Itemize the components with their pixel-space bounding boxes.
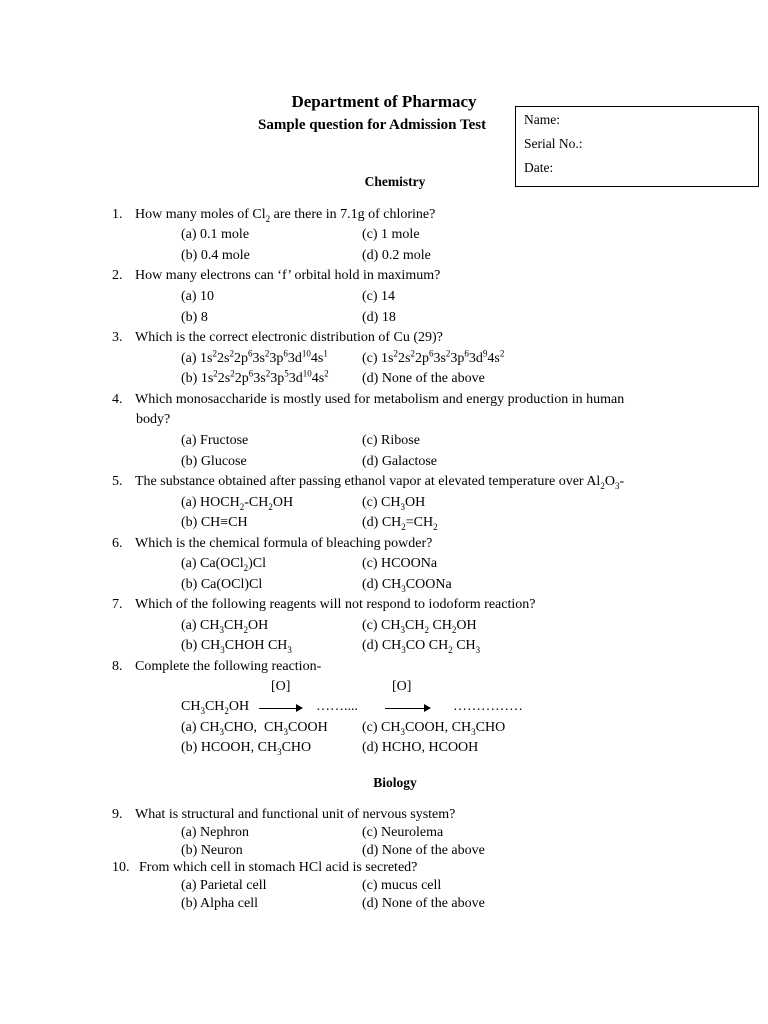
option-c: (c) 1 mole	[362, 227, 420, 242]
option-b: (b) CH≡CH	[181, 515, 248, 530]
question-text: Complete the following reaction-	[135, 659, 322, 674]
question-text: Which monosaccharide is mostly used for metabolism and energy production in human	[135, 392, 625, 407]
option-d: (d) $CH_3CO$ $CH_2$ $CH_3$	[362, 638, 481, 655]
question-text: Which is the chemical formula of bleaching powder?	[135, 536, 433, 551]
date-field-label: Date:	[524, 160, 554, 175]
option-a: (a) Parietal cell	[181, 878, 267, 893]
question-text-continued: body?	[136, 412, 171, 427]
section-heading-chemistry: Chemistry	[364, 174, 426, 189]
question-2	[112, 268, 440, 284]
option-c: (c) $1s^22s^22p^63s^23p^63d^94s^2$	[362, 348, 505, 366]
option-a: (a) Nephron	[181, 825, 250, 840]
question-text: Which is the correct electronic distribution of Cu (29)?	[135, 330, 443, 345]
option-c: (c) mucus cell	[362, 878, 442, 893]
page-title: Department of Pharmacy	[291, 92, 477, 111]
option-d: (d) None of the above	[362, 896, 485, 911]
serial-field-label: Serial No.:	[524, 136, 583, 151]
question-text: What is structural and functional unit of nervous system?	[135, 807, 456, 822]
option-a: (a) $CH_3CHO$, $CH_3COOH$	[181, 720, 328, 737]
question-5	[112, 474, 624, 490]
option-d: (d) $CH_2=CH_2$	[362, 515, 438, 532]
option-b: (b) $1s^22s^22p^63s^23p^53d^{10}4s^2$	[181, 368, 329, 386]
question-3	[112, 330, 443, 346]
question-6	[112, 536, 432, 552]
option-a: (a) $HOCH_2-CH_2OH$	[181, 495, 294, 512]
option-c: (c) Neurolema	[362, 825, 444, 840]
product-blank-1: ……....	[316, 699, 358, 714]
option-b: (b) HCOOH, $CH_3CHO$	[181, 740, 312, 757]
product-blank-2: ……………	[453, 699, 523, 714]
option-c: (c) HCOONa	[362, 556, 438, 571]
question-number: 5.	[112, 474, 123, 489]
option-d: (d) $CH_3COONa$	[362, 577, 452, 594]
question-number: 9.	[112, 807, 123, 822]
question-number: 10.	[112, 860, 130, 875]
question-number: 8.	[112, 659, 123, 674]
option-d: (d) 18	[362, 310, 396, 325]
option-a: (a) $CH_3CH_2OH$	[181, 618, 269, 635]
option-c: (c) $CH_3CH_2$ $CH_2OH$	[362, 618, 477, 635]
oxidant-label-2: [O]	[392, 679, 412, 694]
question-10	[112, 860, 417, 876]
question-text: The substance obtained after passing ethanol vapor at elevated temperature over $Al_2O_3-$	[135, 474, 625, 491]
oxidant-label-1: [O]	[271, 679, 291, 694]
reaction-arrow-2	[385, 708, 429, 709]
question-text: How many moles of $Cl_2$ are there in 7.1g of chlorine?	[135, 207, 436, 224]
option-c: (c) $CH_3OH$	[362, 495, 426, 512]
option-b: (b) Glucose	[181, 454, 247, 469]
question-8	[112, 659, 321, 675]
option-b: (b) Alpha cell	[181, 896, 258, 911]
question-number: 2.	[112, 268, 123, 283]
option-d: (d) HCHO, HCOOH	[362, 740, 479, 755]
option-b: (b) 8	[181, 310, 208, 325]
question-4	[112, 392, 624, 408]
option-a: (a) 10	[181, 289, 215, 304]
reaction-arrow-1	[259, 708, 301, 709]
question-text: Which of the following reagents will not respond to iodoform reaction?	[135, 597, 536, 612]
option-b: (b) 0.4 mole	[181, 248, 250, 263]
page-subtitle: Sample question for Admission Test	[258, 117, 487, 133]
option-a: (a) $1s^22s^22p^63s^23p^63d^{10}4s^1$	[181, 348, 328, 366]
question-number: 7.	[112, 597, 123, 612]
question-7	[112, 597, 535, 613]
question-9	[112, 807, 455, 823]
option-a: (a) Fructose	[181, 433, 249, 448]
question-text: How many electrons can ‘f’ orbital hold in maximum?	[135, 268, 441, 283]
question-number: 6.	[112, 536, 123, 551]
option-d: (d) 0.2 mole	[362, 248, 431, 263]
option-a: (a) 0.1 mole	[181, 227, 250, 242]
reactant: $CH_3CH_2OH$	[181, 699, 250, 716]
option-d: (d) Galactose	[362, 454, 438, 469]
question-text: From which cell in stomach HCl acid is secreted?	[139, 860, 418, 875]
option-b: (b) Ca(OCl)Cl	[181, 577, 263, 592]
question-1	[112, 207, 435, 223]
question-number: 1.	[112, 207, 123, 222]
name-field-label: Name:	[524, 112, 560, 127]
option-d: (d) None of the above	[362, 371, 485, 386]
option-b: (b) $CH_3CHOH$ $CH_3$	[181, 638, 292, 655]
section-heading-biology: Biology	[373, 775, 417, 790]
option-b: (b) Neuron	[181, 843, 243, 858]
option-c: (c) $CH_3COOH$, $CH_3CHO$	[362, 720, 506, 737]
option-c: (c) Ribose	[362, 433, 420, 448]
option-a: (a) Ca(OCl$_2$)Cl	[181, 556, 266, 573]
question-number: 4.	[112, 392, 123, 407]
option-d: (d) None of the above	[362, 843, 485, 858]
option-c: (c) 14	[362, 289, 396, 304]
question-number: 3.	[112, 330, 123, 345]
